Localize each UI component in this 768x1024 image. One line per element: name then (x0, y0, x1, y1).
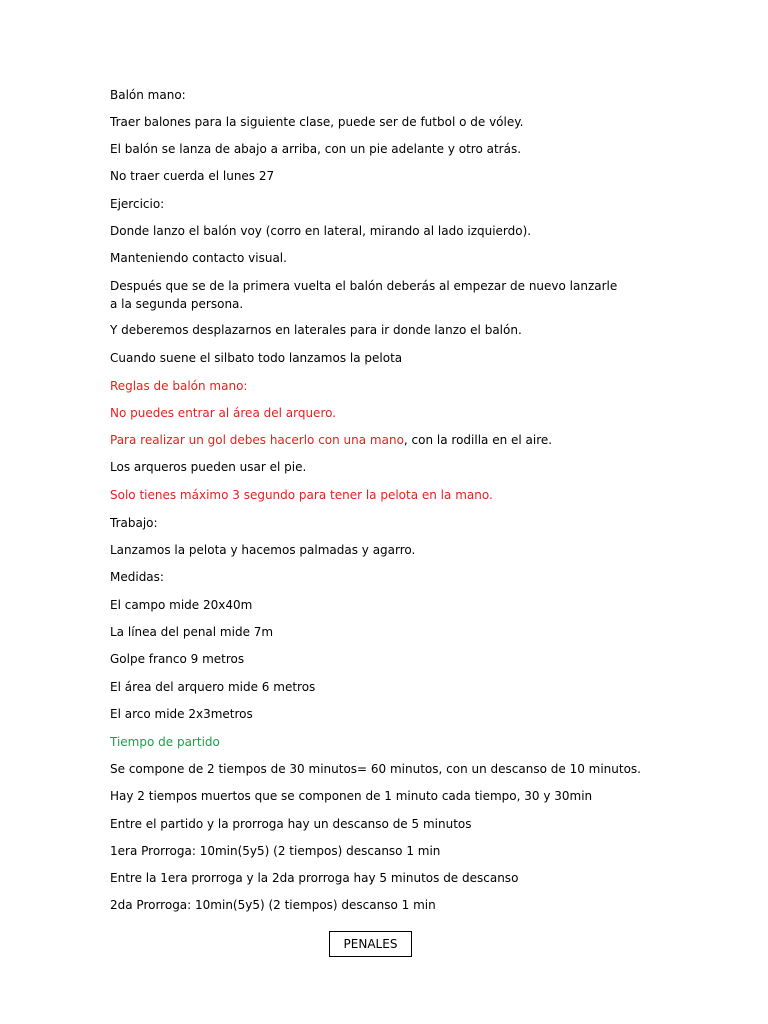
paragraph-traer-balones: Traer balones para la siguiente clase, puede ser de futbol o de vóley. (110, 115, 524, 129)
paragraph-desplazarnos: Y deberemos desplazarnos en laterales para ir donde lanzo el balón. (110, 323, 522, 337)
time-descanso-prorroga: Entre el partido y la prorroga hay un descanso de 5 minutos (110, 817, 472, 831)
rule-gol-mano-rest: , con la rodilla en el aire. (403, 433, 553, 447)
rule-gol-mano-red-part: Para realizar un gol debes hacerlo con una mano (110, 433, 404, 447)
paragraph-donde-lanzo: Donde lanzo el balón voy (corro en lateral, mirando al lado izquierdo). (110, 224, 532, 238)
paragraph-despues-vuelta: Después que se de la primera vuelta el balón deberás al empezar de nuevo lanzarle a la segunda persona. (110, 279, 618, 311)
penales-box: PENALES (329, 931, 412, 957)
time-segunda-prorroga: 2da Prorroga: 10min(5y5) (2 tiempos) descanso 1 min (110, 898, 436, 912)
heading-reglas: Reglas de balón mano: (110, 379, 248, 393)
time-primera-prorroga: 1era Prorroga: 10min(5y5) (2 tiempos) descanso 1 min (110, 844, 441, 858)
heading-balon-mano: Balón mano: (110, 88, 186, 102)
heading-medidas: Medidas: (110, 570, 164, 584)
measure-linea-penal: La línea del penal mide 7m (110, 625, 274, 639)
paragraph-palmadas: Lanzamos la pelota y hacemos palmadas y agarro. (110, 543, 416, 557)
rule-gol-mano (110, 431, 630, 449)
paragraph-contacto-visual: Manteniendo contacto visual. (110, 251, 287, 265)
time-compone: Se compone de 2 tiempos de 30 minutos= 60 minutos, con un descanso de 10 minutos. (110, 762, 641, 776)
rule-tres-segundos: Solo tienes máximo 3 segundo para tener la pelota en la mano. (110, 488, 493, 502)
measure-golpe-franco: Golpe franco 9 metros (110, 652, 245, 666)
heading-tiempo-partido: Tiempo de partido (110, 735, 220, 749)
measure-area-arquero: El área del arquero mide 6 metros (110, 680, 316, 694)
measure-campo: El campo mide 20x40m (110, 598, 253, 612)
rule-arqueros-pie: Los arqueros pueden usar el pie. (110, 460, 307, 474)
paragraph-no-traer-cuerda: No traer cuerda el lunes 27 (110, 169, 275, 183)
time-tiempos-muertos: Hay 2 tiempos muertos que se componen de 1 minuto cada tiempo, 30 y 30min (110, 789, 593, 803)
heading-ejercicio: Ejercicio: (110, 197, 165, 211)
paragraph-silbato: Cuando suene el silbato todo lanzamos la pelota (110, 351, 403, 365)
heading-trabajo: Trabajo: (110, 516, 158, 530)
measure-arco: El arco mide 2x3metros (110, 707, 253, 721)
time-entre-prorrogas: Entre la 1era prorroga y la 2da prorroga hay 5 minutos de descanso (110, 871, 519, 885)
rule-area-arquero: No puedes entrar al área del arquero. (110, 406, 337, 420)
paragraph-lanza-balon: El balón se lanza de abajo a arriba, con un pie adelante y otro atrás. (110, 142, 522, 156)
